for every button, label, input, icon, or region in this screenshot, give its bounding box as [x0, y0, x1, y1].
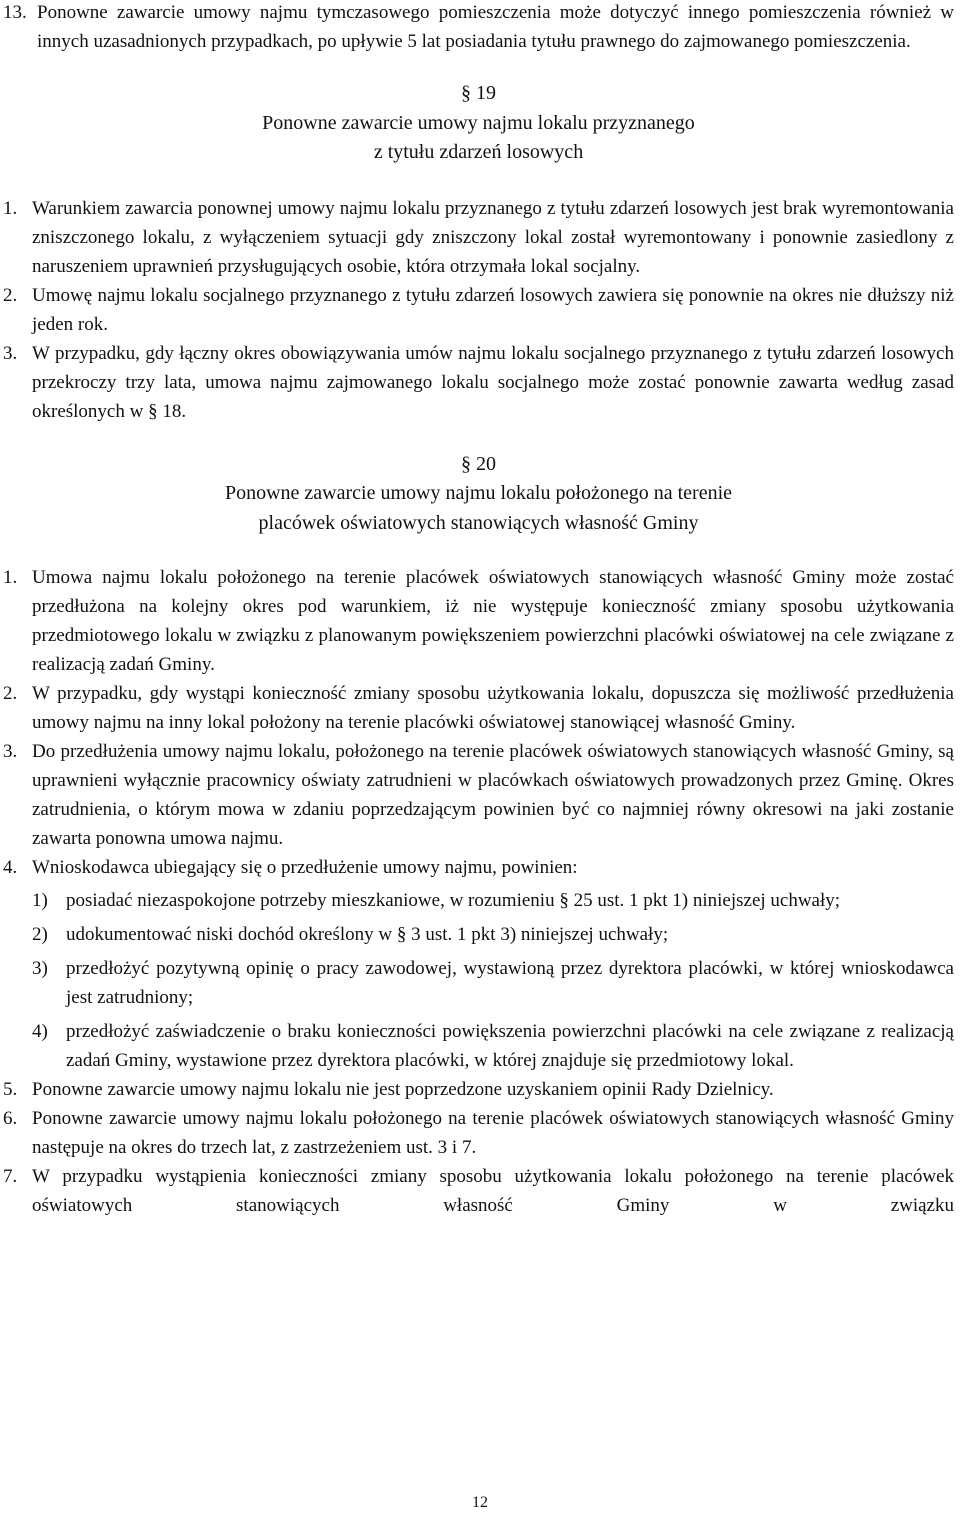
paragraph-number: 1.: [3, 567, 18, 588]
section-20-paragraph-7: [3, 1162, 954, 1220]
section-19-number: § 19: [461, 82, 496, 104]
list-item-text: przedłożyć zaświadczenie o braku konieczności powiększenia powierzchni placówki na cele związane z realizacją zadań Gminy, wystawione przez dyrektora placówki, w której znajduje się przedmiotowy lokal.: [66, 1021, 954, 1071]
list-item-number: 4): [32, 1021, 48, 1042]
section-19-paragraph-2: [3, 281, 954, 339]
section-20-paragraph-2: [3, 679, 954, 737]
paragraph-number: 13.: [3, 2, 27, 23]
section-19-body: [3, 194, 954, 426]
paragraph-text: Umowę najmu lokalu socjalnego przyznanego z tytułu zdarzeń losowych zawiera się ponownie na okres nie dłuższy niż jeden rok.: [32, 284, 954, 335]
section-20-heading: [3, 450, 954, 539]
requirements-list: [3, 886, 954, 1075]
section-19-paragraph-3: [3, 339, 954, 426]
paragraph-number: 7.: [3, 1166, 18, 1187]
section-19-paragraph-1: [3, 194, 954, 281]
list-item-text: przedłożyć pozytywną opinię o pracy zawodowej, wystawioną przez dyrektora placówki, w której wnioskodawca jest zatrudniony;: [66, 958, 954, 1008]
list-item-number: 3): [32, 958, 48, 979]
list-item-text: posiadać niezaspokojone potrzeby mieszkaniowe, w rozumieniu § 25 ust. 1 pkt 1) niniejszej uchwały;: [66, 890, 841, 911]
list-item-text: udokumentować niski dochód określony w § 3 ust. 1 pkt 3) niniejszej uchwały;: [66, 924, 669, 945]
section-19-title-line-2: z tytułu zdarzeń losowych: [373, 141, 584, 163]
list-item: [3, 1017, 954, 1075]
section-19-title-line-1: Ponowne zawarcie umowy najmu lokalu przyznanego: [262, 111, 695, 134]
list-item-number: 1): [32, 890, 48, 911]
paragraph-text: Wnioskodawca ubiegający się o przedłużenie umowy najmu, powinien:: [32, 857, 578, 878]
list-item-number: 2): [32, 924, 48, 945]
section-20-title-line-2: placówek oświatowych stanowiących własność Gminy: [258, 511, 699, 534]
paragraph-text: W przypadku, gdy wystąpi konieczność zmiany sposobu użytkowania lokalu, dopuszcza się możliwość przedłużenia umowy najmu na inny lokal położony na terenie placówki oświatowej stanowiącej własność Gminy.: [32, 683, 954, 733]
paragraph-13: [3, 0, 954, 56]
paragraph-number: 4.: [3, 857, 18, 878]
paragraph-text: W przypadku wystąpienia konieczności zmiany sposobu użytkowania lokalu położonego na terenie placówek oświatowych stanowiących własność Gminy w związku: [32, 1166, 954, 1216]
paragraph-number: 2.: [3, 284, 18, 306]
list-item: [3, 954, 954, 1012]
section-20-number: § 20: [461, 452, 496, 475]
section-20-paragraph-1: [3, 563, 954, 679]
section-20-body: [3, 563, 954, 1220]
paragraph-text: Ponowne zawarcie umowy najmu tymczasowego pomieszczenia może dotyczyć innego pomieszczenia również w innych uzasadnionych przypadkach, po upływie 5 lat posiadania tytułu prawnego do zajmowanego pomieszczenia.: [37, 2, 954, 52]
paragraph-text: W przypadku, gdy łączny okres obowiązywania umów najmu lokalu socjalnego przyznanego z tytułu zdarzeń losowych przekroczy trzy lata, umowa najmu zajmowanego lokalu socjalnego może zostać ponownie zawarta według zasad określonych w § 18.: [32, 342, 954, 422]
paragraph-text: Ponowne zawarcie umowy najmu lokalu nie jest poprzedzone uzyskaniem opinii Rady Dzielnicy.: [32, 1079, 774, 1100]
paragraph-text: Warunkiem zawarcia ponownej umowy najmu lokalu przyznanego z tytułu zdarzeń losowych jest brak wyremontowania zniszczonego lokalu, z wyłączeniem sytuacji gdy zniszczony lokal został wyremontowany i ponownie zasiedlony z naruszeniem uprawnień przysługujących osobie, która otrzymała lokal socjalny.: [32, 197, 954, 277]
paragraph-number: 6.: [3, 1108, 18, 1129]
paragraph-text: Umowa najmu lokalu położonego na terenie placówek oświatowych stanowiących własność Gminy może zostać przedłużona na kolejny okres pod warunkiem, iż nie występuje konieczność zmiany sposobu użytkowania przedmiotowego lokalu w związku z planowanym powiększeniem powierzchni placówki oświatowej na cele związane z realizacją zadań Gminy.: [32, 567, 954, 675]
paragraph-number: 1.: [3, 197, 18, 219]
page-number: 12: [472, 1494, 488, 1511]
section-20-paragraph-4: [3, 853, 954, 882]
section-19-heading: [3, 79, 954, 168]
paragraph-number: 3.: [3, 342, 18, 364]
list-item: [3, 920, 954, 949]
section-20-paragraph-6: [3, 1104, 954, 1162]
paragraph-text: Do przedłużenia umowy najmu lokalu, położonego na terenie placówek oświatowych stanowiących własność Gminy, są uprawnieni wyłącznie pracownicy oświaty zatrudnieni w placówkach oświatowych prowadzonych przez Gminę. Okres zatrudnienia, o którym mowa w zdaniu poprzedzającym powinien być co najmniej równy okresowi na jaki zostanie zawarta ponowna umowa najmu.: [32, 741, 954, 849]
section-20-paragraph-5: [3, 1075, 954, 1104]
list-item: [3, 886, 954, 915]
paragraph-number: 5.: [3, 1079, 18, 1100]
section-20-title-line-1: Ponowne zawarcie umowy najmu lokalu położonego na terenie: [224, 482, 733, 504]
paragraph-number: 3.: [3, 741, 18, 762]
paragraph-text: Ponowne zawarcie umowy najmu lokalu położonego na terenie placówek oświatowych stanowiących własność Gminy następuje na okres do trzech lat, z zastrzeżeniem ust. 3 i 7.: [32, 1108, 954, 1158]
paragraph-number: 2.: [3, 683, 18, 704]
section-20-paragraph-3: [3, 737, 954, 853]
